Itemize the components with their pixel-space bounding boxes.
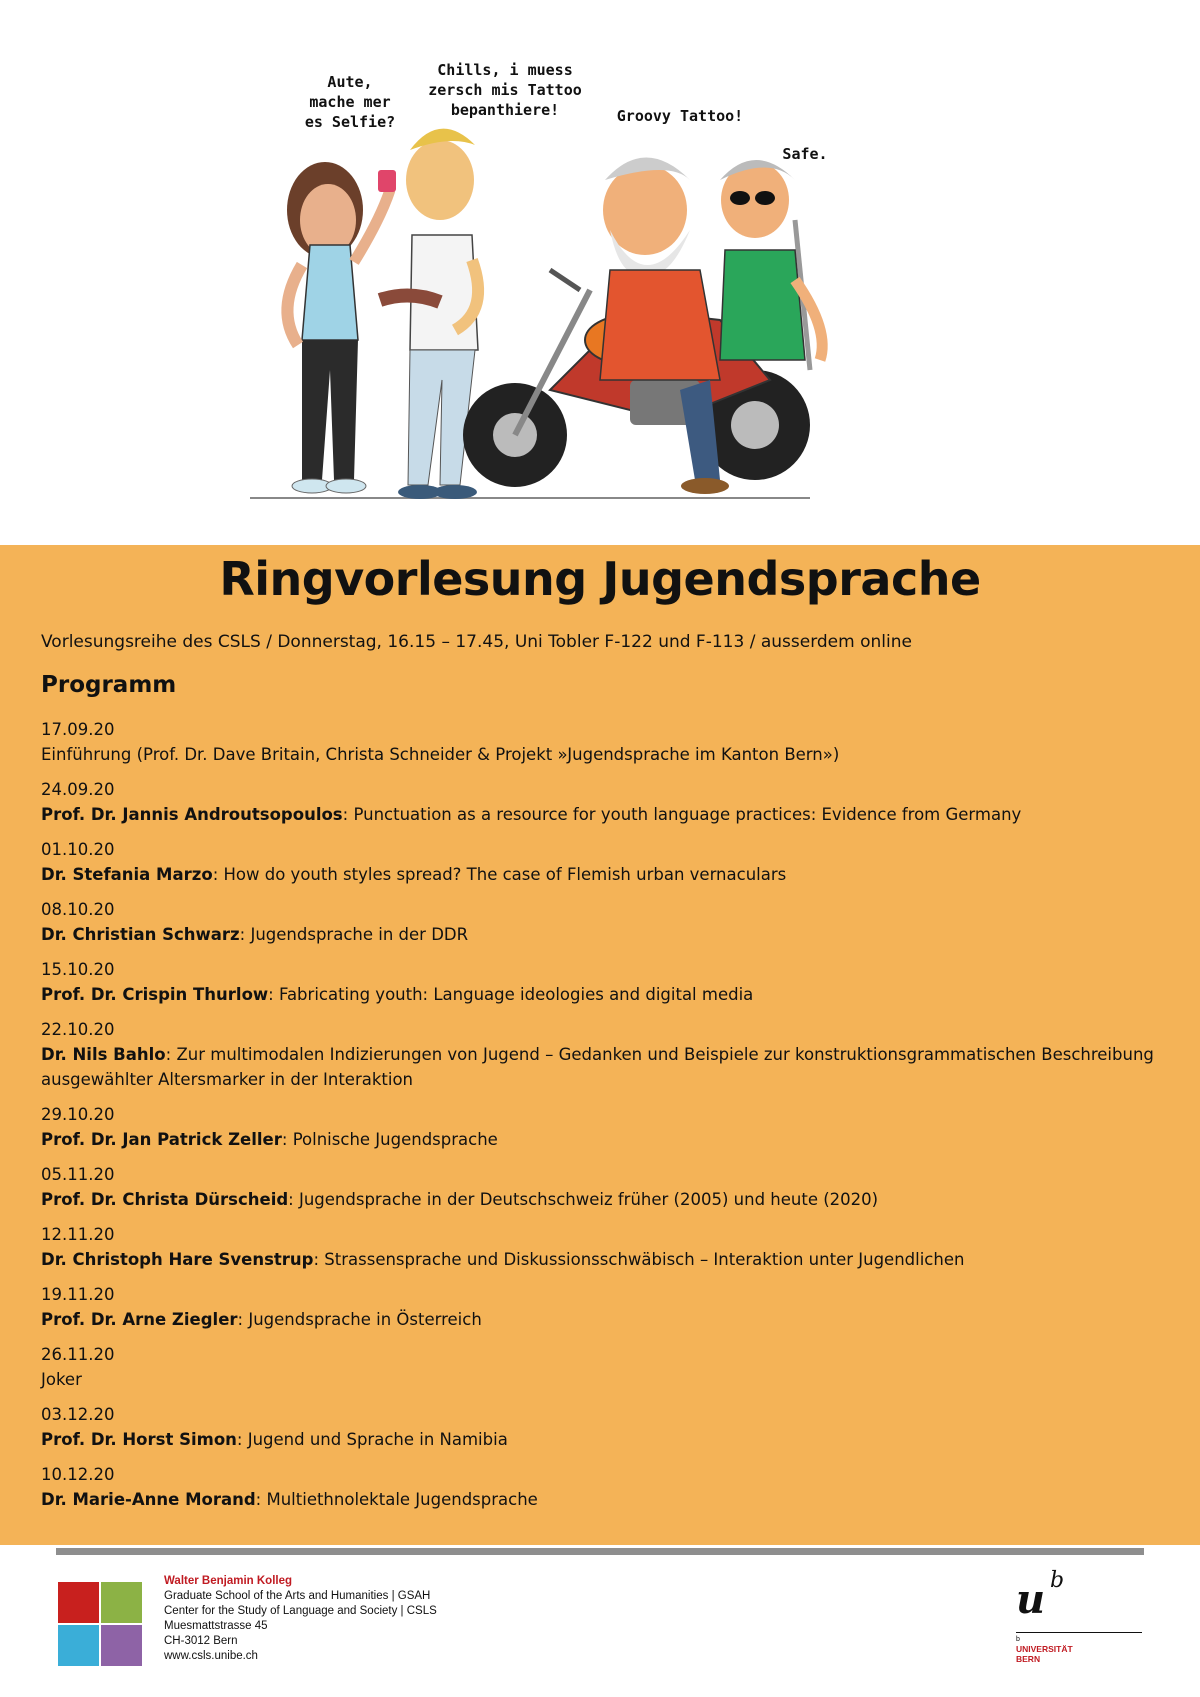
speech-bubble-tattoo: Chills, i muess zersch mis Tattoo bepanthiere! [428, 61, 582, 119]
program-heading: Programm [41, 672, 177, 698]
entry-date: 05.11.20 [41, 1165, 115, 1184]
footer-line: Muesmattstrasse 45 [164, 1620, 268, 1632]
program-entry: 19.11.20 Prof. Dr. Arne Ziegler: Jugendsprache in Österreich [41, 1282, 1161, 1332]
entry-date: 08.10.20 [41, 900, 115, 919]
footer-line: Center for the Study of Language and Society | CSLS [164, 1605, 437, 1617]
entry-topic: Jugendsprache in der Deutschschweiz früher (2005) und heute (2020) [298, 1190, 879, 1209]
entry-speaker: Prof. Dr. Jan Patrick Zeller [41, 1130, 282, 1149]
entry-speaker: Dr. Christoph Hare Svenstrup [41, 1250, 314, 1269]
program-entry: 01.10.20 Dr. Stefania Marzo: How do youth styles spread? The case of Flemish urban vernaculars [41, 837, 1161, 887]
entry-date: 26.11.20 [41, 1345, 115, 1364]
entry-topic: Punctuation as a resource for youth language practices: Evidence from Germany [353, 805, 1022, 824]
program-entry [41, 1342, 1161, 1392]
entry-topic: Jugendsprache in Österreich [248, 1310, 482, 1329]
university-logo [1012, 1568, 1142, 1678]
kolleg-logo [58, 1582, 142, 1666]
entry-topic: Jugendsprache in der DDR [250, 925, 469, 944]
footer-line: Graduate School of the Arts and Humanities | GSAH [164, 1590, 431, 1602]
entry-speaker: Dr. Nils Bahlo [41, 1045, 166, 1064]
entry-date: 12.11.20 [41, 1225, 115, 1244]
entry-date: 22.10.20 [41, 1020, 115, 1039]
woman-figure [287, 162, 396, 493]
entry-date: 19.11.20 [41, 1285, 115, 1304]
logo-square-blue [58, 1625, 99, 1666]
unibe-name-line2: BERN [1016, 1654, 1041, 1664]
speech-bubble-selfie: Aute, mache mer es Selfie? [304, 73, 396, 131]
entry-topic: How do youth styles spread? The case of Flemish urban vernaculars [223, 865, 787, 884]
entry-topic: Fabricating youth: Language ideologies and digital media [278, 985, 754, 1004]
biker-man-figure [600, 158, 729, 495]
footer-line: CH-3012 Bern [164, 1635, 238, 1647]
program-entry: 10.12.20 Dr. Marie-Anne Morand: Multiethnolektale Jugendsprache [41, 1462, 1161, 1512]
unibe-small-b: b [1016, 1636, 1020, 1643]
entry-topic: Joker [41, 1370, 82, 1389]
entry-date: 10.12.20 [41, 1465, 115, 1484]
program-entry: 15.10.20 Prof. Dr. Crispin Thurlow: Fabricating youth: Language ideologies and digital media [41, 957, 1161, 1007]
entry-date: 24.09.20 [41, 780, 115, 799]
entry-date: 29.10.20 [41, 1105, 115, 1124]
footer-divider [56, 1548, 1144, 1555]
entry-date: 15.10.20 [41, 960, 115, 979]
unibe-name-line1: UNIVERSITÄT [1016, 1644, 1073, 1654]
entry-topic: Zur multimodalen Indizierungen von Jugend – Gedanken und Beispiele zur konstruktionsgrammatischen Beschreibung ausgewählter Altersmarker in der Interaktion [41, 1045, 1154, 1089]
unibe-mark-u: u [1016, 1576, 1046, 1623]
logo-square-purple [101, 1625, 142, 1666]
logo-square-green [101, 1582, 142, 1623]
unibe-mark-b: b [1050, 1568, 1065, 1593]
lecture-series-info: Vorlesungsreihe des CSLS / Donnerstag, 16.15 – 17.45, Uni Tobler F-122 und F-113 / ausserdem online [41, 632, 912, 652]
entry-topic: Strassensprache und Diskussionsschwäbisch – Interaktion unter Jugendlichen [324, 1250, 965, 1269]
program-entry: 24.09.20 Prof. Dr. Jannis Androutsopoulos: Punctuation as a resource for youth language practices: Evidence from Germany [41, 777, 1161, 827]
program-entry: 03.12.20 Prof. Dr. Horst Simon: Jugend und Sprache in Namibia [41, 1402, 1161, 1452]
entry-speaker: Dr. Christian Schwarz [41, 925, 240, 944]
entry-topic: Jugend und Sprache in Namibia [247, 1430, 508, 1449]
logo-square-red [58, 1582, 99, 1623]
program-entry: 29.10.20 Prof. Dr. Jan Patrick Zeller: Polnische Jugendsprache [41, 1102, 1161, 1152]
entry-speaker: Prof. Dr. Christa Dürscheid [41, 1190, 289, 1209]
entry-speaker: Prof. Dr. Horst Simon [41, 1430, 237, 1449]
entry-date: 17.09.20 [41, 720, 115, 739]
program-entry: 12.11.20 Dr. Christoph Hare Svenstrup: Strassensprache und Diskussionsschwäbisch – Interaktion unter Jugendlichen [41, 1222, 1161, 1272]
program-entry: 22.10.20 Dr. Nils Bahlo: Zur multimodalen Indizierungen von Jugend – Gedanken und Beispiele zur konstruktionsgrammatischen Beschreibung ausgewählter Altersmarker in der Interaktion [41, 1017, 1161, 1092]
entry-speaker: Dr. Stefania Marzo [41, 865, 213, 884]
entry-speaker: Prof. Dr. Crispin Thurlow [41, 985, 269, 1004]
unibe-rule [1016, 1632, 1142, 1633]
org-name: Walter Benjamin Kolleg [164, 1575, 293, 1587]
entry-speaker: Prof. Dr. Arne Ziegler [41, 1310, 238, 1329]
program-list [41, 717, 1161, 1522]
footer-website[interactable]: www.csls.unibe.ch [164, 1650, 258, 1662]
entry-topic: Einführung (Prof. Dr. Dave Britain, Christa Schneider & Projekt »Jugendsprache im Kanton Bern») [41, 745, 840, 764]
entry-date: 01.10.20 [41, 840, 115, 859]
program-entry [41, 717, 1161, 767]
entry-speaker: Dr. Marie-Anne Morand [41, 1490, 256, 1509]
program-entry: 08.10.20 Dr. Christian Schwarz: Jugendsprache in der DDR [41, 897, 1161, 947]
entry-topic: Polnische Jugendsprache [292, 1130, 498, 1149]
entry-topic: Multiethnolektale Jugendsprache [266, 1490, 538, 1509]
entry-speaker: Prof. Dr. Jannis Androutsopoulos [41, 805, 343, 824]
speech-bubble-safe: Safe. [782, 145, 828, 163]
footer-address [164, 1574, 437, 1664]
cartoon-illustration [250, 40, 910, 510]
program-entry: 05.11.20 Prof. Dr. Christa Dürscheid: Jugendsprache in der Deutschschweiz früher (2005) und heute (2020) [41, 1162, 1161, 1212]
entry-date: 03.12.20 [41, 1405, 115, 1424]
page-title: Ringvorlesung Jugendsprache [219, 552, 981, 606]
speech-bubble-groovy: Groovy Tattoo! [616, 107, 744, 125]
